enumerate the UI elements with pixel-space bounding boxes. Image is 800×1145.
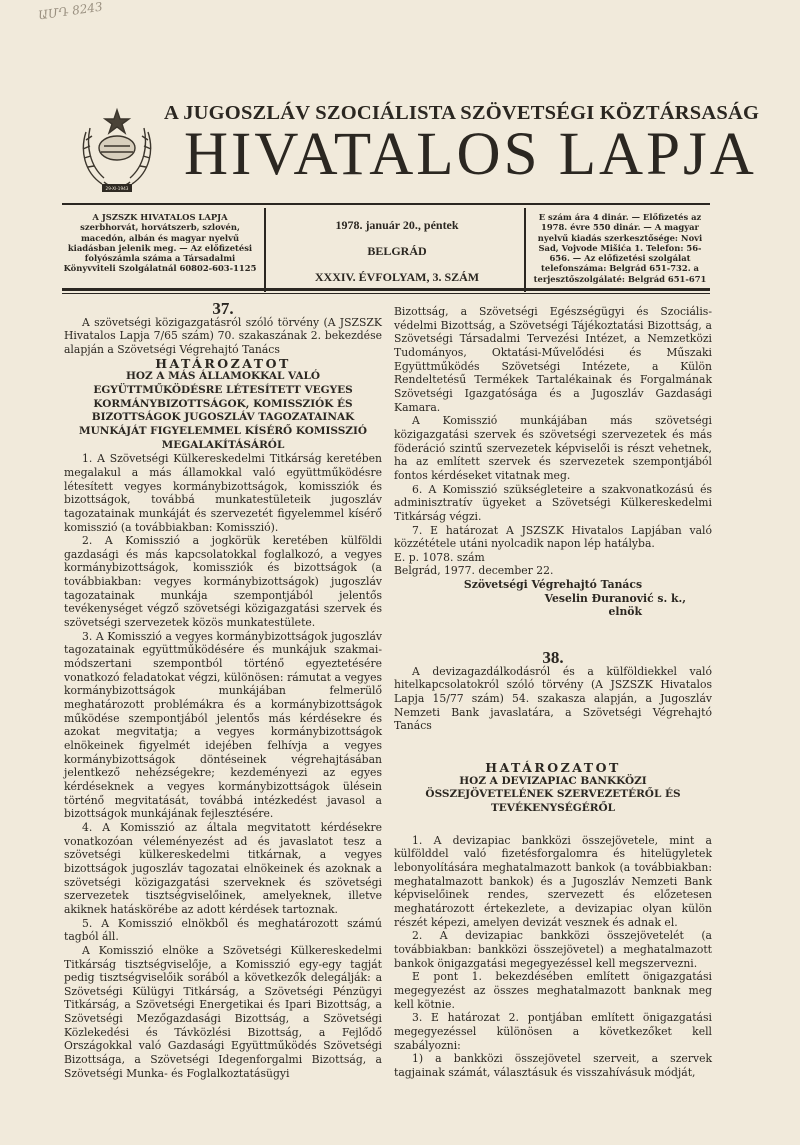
resolution-subject: HOZ A MÁS ÁLLAMOKKAL VALÓ EGYÜTTMŰKÖDÉSRE LÉTESÍTETT VEGYES KORMÁNYBIZOTTSÁGOK, KOMISSZIÓK ÉS BIZOTTSÁGOK JUGOSZLÁV TAGOZATAINAK MUNKÁJÁT FIGYELEMMEL KÍSÉRŐ KOMISSZIÓ MEGALAKÍTÁSÁRÓL xyxy=(78,370,368,451)
issue-date: 1978. január 20., péntek xyxy=(335,218,459,232)
paragraph: 1) a bankközi összejövetel szerveit, a szervek tagjainak számát, választásuk és visszahívásuk módját, xyxy=(394,1052,712,1079)
paragraph: 1. A Szövetségi Külkereskedelmi Titkárság keretében megalakul a más államokkal való együttműködésre létesített vegyes kormánybizottságok, komissziók és bizottságok, továbbá munkatestületeik jugoszláv tagozatainak munkáját és szervezetét figyelemmel kísérő komisszió (a továbbiakban: Komisszió). xyxy=(64,452,382,534)
paragraph: 2. A devizapiac bankközi összejövetelét (a továbbiakban: bankközi összejövetel) a meghatalmazott bankok önigazgatási megegyezéssel kell megszervezni. xyxy=(394,929,712,970)
issue-city: BELGRÁD xyxy=(367,244,427,258)
supertitle: A JUGOSZLÁV SZOCIÁLISTA SZÖVETSÉGI KÖZTÁRSASÁG xyxy=(164,102,760,124)
resolution-subject: HOZ A DEVIZAPIAC BANKKÖZI ÖSSZEJÖVETELÉNEK SZERVEZETÉRŐL ÉS TEVÉKENYSÉGÉRŐL xyxy=(425,774,681,814)
signatory-role: elnök xyxy=(608,605,642,619)
issue-volume: XXXIV. ÉVFOLYAM, 3. SZÁM xyxy=(314,270,480,284)
reference-number: E. p. 1078. szám xyxy=(394,550,485,564)
right-column xyxy=(394,305,712,1079)
signatory-name: Veselin Đuranović s. k., xyxy=(544,591,686,605)
paragraph: 6. A Komisszió szükségleteire a szakvonatkozású és adminisztratív ügyeket a Szövetségi Külkereskedelmi Titkárság végzi. xyxy=(394,482,712,523)
preamble: A devizagazdálkodásról és a külföldiekkel való hitelkapcsolatokról szóló törvény (A JSZSZK Hivatalos Lapja 15/77 szám) 54. szakasza alapján, a Jugoszláv Nemzeti Bank javaslatára, a Szövetségi Végrehajtó Tanács xyxy=(394,664,712,733)
resolution-heading: HATÁROZATOT xyxy=(485,760,621,776)
left-column xyxy=(64,299,382,1080)
paragraph: 1. A devizapiac bankközi összejövetele, mint a külfölddel való fizetésforgalomra és hitelügyletek lebonyolítására meghatalmazott bankok (a továbbiakban: meghatalmazott bankok) és a Jugoszláv Nemzeti Bank képviselőinek rendes, szervezett és előzetesen meghatározott értekezlete, a devizapiac olyan külön részét képezi, amelyen devizát vesznek és adnak el. xyxy=(394,833,712,929)
price-subscription-info: E szám ára 4 dinár. — Előfizetés az 1978. évre 550 dinár. — A magyar nyelvű kiadás szerkesztősége: Novi Sad, Vojvode Mišića 1. Telefon: 56-656. — Az előfizetési szolgálat telefonszáma: Belgrád 651-732. a terjesztőszolgálaté: Belgrád 651-671 xyxy=(533,212,707,284)
emblem-date: 29-XI-1943 xyxy=(105,186,129,191)
paragraph: Bizottság, a Szövetségi Egészségügyi és Szociális-védelmi Bizottság, a Szövetségi Tájékoztatási Bizottság, a Szövetségi Társadalmi Tervezési Intézet, a Nemzetközi Tudományos, Oktatási-Művelődési és Műszaki Együttműködés Szövetségi Intézete, a Külön Rendeltetésű Termékek Tartalékainak és Forgalmának Szövetségi Igazgatósága és a Jugoszláv Gazdasági Kamara. xyxy=(394,305,712,414)
paragraph: 3. A Komisszió a vegyes kormánybizottságok jugoszláv tagozatainak együttműködésére és munkájuk szakmai-módszertani szempontból történő egyeztetésére vonatkozó feladatokat végzi, különösen: rámutat a vegyes kormánybizottságok munkájában felmerülő meghatározott problémákra és a kormánybizottságok működése szempontjából jelentős más kérdésekre és azokat megvitatja; a vegyes kormánybizottságok elnökeinek figyelmét idejében felhívja a vegyes kormánybizottságok döntéseinek végrehajtásában jelentkező nehézségekre; kezdeményezi az egyes kérdéseknek a vegyes kormánybizottságok ülésein történő megvitatását, továbbá intézkedést javasol a bizottságok munkájának fejlesztésére. xyxy=(64,629,382,821)
paragraph: 7. E határozat A JSZSZK Hivatalos Lapjában való közzététele utáni nyolcadik napon lép hatályba. xyxy=(394,523,712,551)
handwritten-corner-note: ԱՄԴ 8243 xyxy=(37,0,104,23)
header-info-band xyxy=(62,204,710,288)
state-emblem-icon xyxy=(74,102,160,198)
document-number: 38. xyxy=(542,648,564,668)
preamble: A szövetségi közigazgatásról szóló törvény (A JSZSZK Hivatalos Lapja 7/65 szám) 70. szakaszának 2. bekezdése alapján a Szövetségi Végrehajtó Tanács xyxy=(64,315,382,356)
paragraph: 4. A Komisszió az általa megvitatott kérdésekre vonatkozóan véleményezést ad és javaslatot tesz a szövetségi külkereskedelmi titkárnak, a vegyes bizottságok jugoszláv tagozatai elnökeinek és azoknak a szövetségi közigazgatási szerveknek és szövetségi szervezetek tisztségviselőinek, amelyeknek, illetve akiknek hatáskörébe az adott kérdések tartoznak. xyxy=(64,820,382,916)
paragraph: A Komisszió munkájában más szövetségi közigazgatási szervek és szövetségi szervezetek és más föderáció szintű szervezetek képviselői is részt vehetnek, ha az említett szervek és szervezetek szempontjából fontos kérdéseket vitatnak meg. xyxy=(394,414,712,482)
paragraph: 5. A Komisszió elnökből és meghatározott számú tagból áll. xyxy=(64,916,382,944)
divider xyxy=(264,208,266,292)
issuing-body: Szövetségi Végrehajtó Tanács xyxy=(463,578,643,592)
paragraph: E pont 1. bekezdésében említett önigazgatási megegyezést az összes meghatalmazott banknak meg kell kötnie. xyxy=(394,970,712,1011)
paragraph: 3. E határozat 2. pontjában említett önigazgatási megegyezéssel különösen a következőket kell szabályozni: xyxy=(394,1011,712,1052)
resolution-heading: HATÁROZATOT xyxy=(155,355,291,371)
publication-info: A JSZSZK HIVATALOS LAPJA szerbhorvát, horvátszerb, szlovén, macedón, albán és magyar nyelvű kiadásban jelenik meg. — Az előfizetési folyószámla száma a Társadalmi Könyvviteli Szolgálatnál 60802-603-1125 xyxy=(63,212,257,274)
header-rule-bottom-thin xyxy=(62,293,710,294)
document-number: 37. xyxy=(212,299,234,318)
place-and-date: Belgrád, 1977. december 22. xyxy=(394,564,554,578)
gazette-title: HIVATALOS LAPJA xyxy=(184,121,757,188)
divider xyxy=(524,208,526,292)
paragraph: 2. A Komisszió a jogkörük keretében külföldi gazdasági és más kapcsolatokkal foglalkozó, a vegyes kormánybizottságok, komissziók és bizottságok (a továbbiakban: vegyes kormánybizottságok) jugoszláv tagozatainak munkája szempontjából jelentős tevékenységet végző szövetségi közigazgatási szervek és szövetségi szervezetek közös munkatestülete. xyxy=(64,534,382,630)
paragraph: A Komisszió elnöke a Szövetségi Külkereskedelmi Titkárság tisztségviselője, a Komisszió egy-egy tagját pedig tisztségviselőik sorából a következők delegálják: a Szövetségi Külügyi Titkárság, a Szövetségi Pénzügyi Titkárság, a Szövetségi Energetikai és Ipari Bizottság, a Szövetségi Mezőgazdasági Bizottság, a Szövetségi Közlekedési és Távközlési Bizottság, a Fejlődő Országokkal való Gazdasági Együttműködés Szövetségi Bizottsága, a Szövetségi Idegenforgalmi Bizottság, a Szövetségi Munka- és Foglalkoztatásügyi xyxy=(64,943,382,1080)
header-rule-bottom xyxy=(62,288,710,291)
